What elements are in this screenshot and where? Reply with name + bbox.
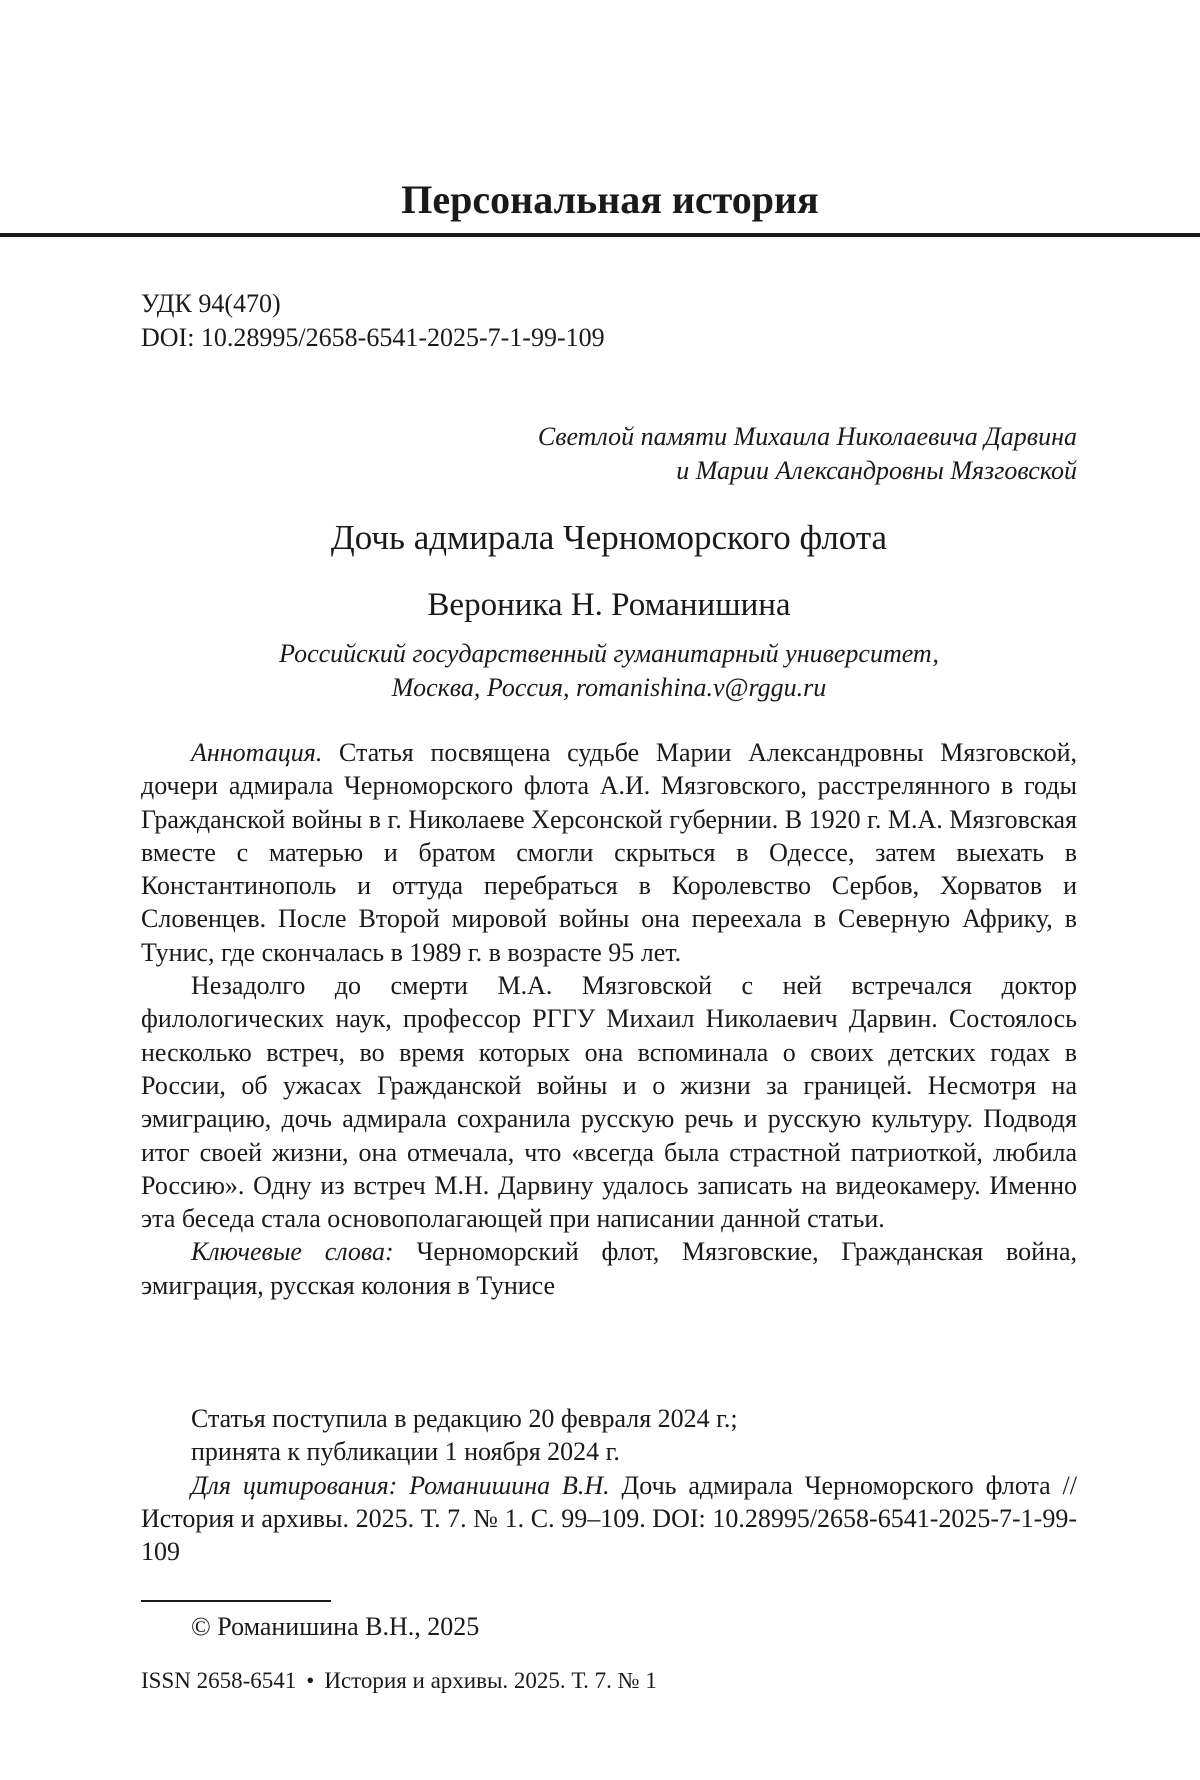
author-name: Вероника Н. Романишина [0,584,1200,626]
footnote-rule [141,1600,331,1602]
publication-dates [141,1402,1077,1568]
article-title: Дочь адмирала Черноморского флота [0,516,1200,560]
udc-code: УДК 94(470) [141,287,605,321]
dedication-line-1: Светлой памяти Михаила Николаевича Дарвина [538,420,1077,454]
copyright: © Романишина В.Н., 2025 [191,1610,479,1644]
abstract-paragraph-2: Незадолго до смерти М.А. Мязговской с ней встречался доктор филологических наук, профессор РГГУ Михаил Николаевич Дарвин. Состоялось несколько встреч, во время которых она вспоминала о своих детских годах в России, об ужасах Гражданской войны и о жизни за границей. Несмотря на эмиграцию, дочь адмирала сохранила русскую речь и русскую культуру. Подводя итог своей жизни, она отмечала, что «всегда была страстной патриоткой, любила Россию». Одну из встреч М.Н. Дарвину удалось записать на видеокамеру. Именно эта беседа стала основополагающей при написании данной статьи. [141,969,1077,1235]
affiliation-line-1: Российский государственный гуманитарный университет, [0,637,1200,671]
header-rule [0,233,1200,237]
citation [141,1469,1077,1569]
dedication [538,420,1077,488]
dedication-line-2: и Марии Александровны Мязговской [538,454,1077,488]
author-affiliation [0,637,1200,705]
accepted-date: принята к публикации 1 ноября 2024 г. [141,1435,1077,1468]
journal-page [0,0,1200,1780]
footer-bullet: • [306,1668,314,1693]
abstract [141,736,1077,1302]
keywords-text: Черноморский флот, Мязговские, Гражданская война, эмиграция, русская колония в Тунисе [141,1237,1077,1299]
doi: DOI: 10.28995/2658-6541-2025-7-1-99-109 [141,321,605,355]
received-date: Статья поступила в редакцию 20 февраля 2024 г.; [141,1402,1077,1435]
issn: ISSN 2658-6541 [141,1668,296,1693]
citation-text: Дочь адмирала Черноморского флота // История и архивы. 2025. Т. 7. № 1. С. 99–109. DOI: 10.28995/2658-6541-2025-7-1-99-109 [141,1471,1077,1567]
section-title: Персональная история [0,176,1200,224]
abstract-label: Аннотация. [191,738,322,767]
keywords-label: Ключевые слова: [191,1237,394,1266]
keywords [141,1235,1077,1302]
journal-reference: История и архивы. 2025. Т. 7. № 1 [324,1668,657,1693]
abstract-text-1: Статья посвящена судьбе Марии Александровны Мязговской, дочери адмирала Черноморского флота А.И. Мязговского, расстрелянного в годы Гражданской войны в г. Николаеве Херсонской губернии. В 1920 г. М.А. Мязговская вместе с матерью и братом смогли скрыться в Одессе, затем выехать в Константинополь и оттуда перебраться в Королевство Сербов, Хорватов и Словенцев. После Второй мировой войны она переехала в Северную Африку, в Тунис, где скончалась в 1989 г. в возрасте 95 лет. [141,738,1077,967]
citation-label: Для цитирования: Романишина В.Н. [191,1471,610,1500]
abstract-paragraph-1 [141,736,1077,969]
page-footer [141,1666,657,1696]
affiliation-line-2: Москва, Россия, romanishina.v@rggu.ru [0,671,1200,705]
article-meta [141,287,605,355]
